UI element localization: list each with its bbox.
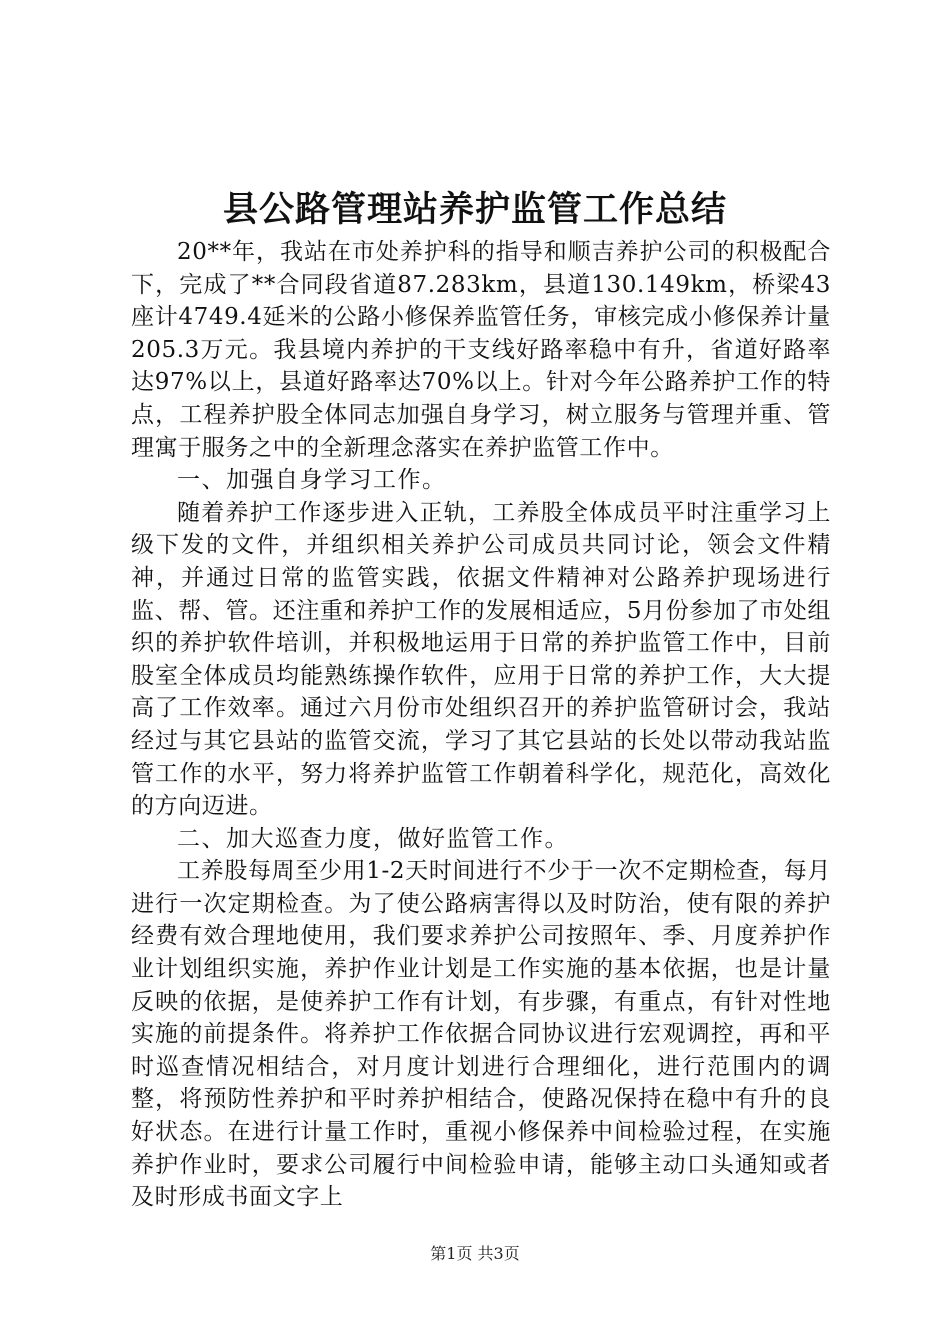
section-paragraph-1: 随着养护工作逐步进入正轨，工养股全体成员平时注重学习上级下发的文件，并组织相关养护公司成员共同讨论，领会文件精神，并通过日常的监管实践，依据文件精神对公路养护现场进行监、帮、管。还注重和养护工作的发展相适应，5月份参加了市处组织的养护软件培训，并积极地运用于日常的养护监管工作中，目前股室全体成员均能熟练操作软件，应用于日常的养护工作，大大提高了工作效率。通过六月份市处组织召开的养护监管研讨会，我站经过与其它县站的监管交流，学习了其它县站的长处以带动我站监管工作的水平，努力将养护监管工作朝着科学化，规范化，高效化的方向迈进。: [131, 499, 831, 820]
document-title: 县公路管理站养护监管工作总结: [222, 189, 727, 230]
section-paragraph-2: 工养股每周至少用1-2天时间进行不少于一次不定期检查，每月进行一次定期检查。为了使公路病害得以及时防治，使有限的养护经费有效合理地使用，我们要求养护公司按照年、季、月度养护作业计划组织实施，养护作业计划是工作实施的基本依据，也是计量反映的依据，是使养护工作有计划，有步骤，有重点，有针对性地实施的前提条件。将养护工作依据合同协议进行宏观调控，再和平时巡查情况相结合，对月度计划进行合理细化，进行范围内的调整，将预防性养护和平时养护相结合，使路况保持在稳中有升的良好状态。在进行计量工作时，重视小修保养中间检验过程，在实施养护作业时，要求公司履行中间检验申请，能够主动口头通知或者及时形成书面文字上: [131, 858, 831, 1211]
section-heading-2: 二、加大巡查力度，做好监管工作。: [177, 825, 569, 852]
document-body: [131, 236, 831, 1214]
section-heading-1: 一、加强自身学习工作。: [177, 467, 447, 494]
intro-paragraph: 20**年，我站在市处养护科的指导和顺吉养护公司的积极配合下，完成了**合同段省道87.283km，县道130.149km，桥梁43座计4749.4延米的公路小修保养监管任务，审核完成小修保养计量205.3万元。我县境内养护的干支线好路率稳中有升，省道好路率达97%以上，县道好路率达70%以上。针对今年公路养护工作的特点，工程养护股全体同志加强自身学习，树立服务与管理并重、管理寓于服务之中的全新理念落实在养护监管工作中。: [131, 239, 831, 461]
page-number-footer: 第1页 共3页: [430, 1244, 520, 1263]
